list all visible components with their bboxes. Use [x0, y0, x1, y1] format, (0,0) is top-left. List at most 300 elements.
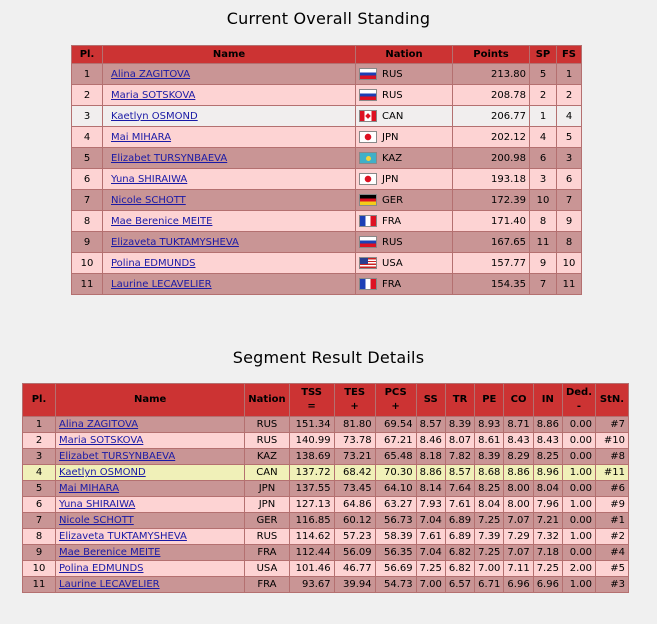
pe-value: 8.61: [475, 433, 504, 449]
name-cell: [56, 465, 245, 481]
skater-link[interactable]: Alina ZAGITOVA: [59, 419, 139, 430]
place: 7: [72, 190, 103, 211]
ded-value: 0.00: [562, 481, 595, 497]
skater-link[interactable]: Elizabet TURSYNBAEVA: [111, 152, 228, 164]
name-cell: [56, 417, 245, 433]
tss-value: 151.34: [289, 417, 334, 433]
skater-link[interactable]: Elizabet TURSYNBAEVA: [59, 451, 176, 462]
skater-link[interactable]: Yuna SHIRAIWA: [111, 173, 188, 185]
stn-value: #1: [596, 513, 629, 529]
col-sp: SP: [530, 46, 557, 64]
nation-code: RUS: [245, 529, 289, 545]
co-value: 8.29: [504, 449, 533, 465]
tr-value: 8.07: [445, 433, 474, 449]
col-ss: SS: [416, 384, 445, 417]
nation-cell: [356, 85, 453, 106]
tss-value: 116.85: [289, 513, 334, 529]
ss-value: 8.57: [416, 417, 445, 433]
ss-value: 7.04: [416, 545, 445, 561]
sp-rank: 2: [530, 85, 557, 106]
tes-value: 39.94: [334, 577, 375, 593]
place: 1: [72, 64, 103, 85]
fs-rank: 11: [557, 274, 582, 295]
stn-value: #11: [596, 465, 629, 481]
place: 3: [23, 449, 56, 465]
name-cell: [103, 169, 356, 190]
place: 9: [72, 232, 103, 253]
pcs-value: 54.73: [375, 577, 416, 593]
co-value: 7.11: [504, 561, 533, 577]
fs-rank: 9: [557, 211, 582, 232]
name-cell: [56, 545, 245, 561]
skater-link[interactable]: Laurine LECAVELIER: [111, 278, 212, 290]
co-value: 7.07: [504, 545, 533, 561]
nation-cell: [356, 106, 453, 127]
co-value: 8.00: [504, 497, 533, 513]
co-value: 8.71: [504, 417, 533, 433]
pe-value: 8.04: [475, 497, 504, 513]
standings-row: [72, 253, 582, 274]
ded-value: 1.00: [562, 529, 595, 545]
place: 10: [23, 561, 56, 577]
stn-value: #5: [596, 561, 629, 577]
name-cell: [103, 127, 356, 148]
flag-jpn-icon: [359, 131, 377, 143]
flag-rus-icon: [359, 89, 377, 101]
nation-code: KAZ: [245, 449, 289, 465]
col-co: CO: [504, 384, 533, 417]
pe-value: 8.93: [475, 417, 504, 433]
tes-value: 56.09: [334, 545, 375, 561]
skater-link[interactable]: Nicole SCHOTT: [111, 194, 186, 206]
tr-value: 8.39: [445, 417, 474, 433]
tss-value: 137.55: [289, 481, 334, 497]
in-value: 8.04: [533, 481, 562, 497]
in-value: 7.32: [533, 529, 562, 545]
points: 171.40: [453, 211, 530, 232]
nation-code: RUS: [245, 417, 289, 433]
in-value: 7.96: [533, 497, 562, 513]
skater-link[interactable]: Mae Berenice MEITE: [111, 215, 213, 227]
name-cell: [56, 513, 245, 529]
fs-rank: 10: [557, 253, 582, 274]
ss-value: 8.46: [416, 433, 445, 449]
name-cell: [103, 211, 356, 232]
stn-value: #7: [596, 417, 629, 433]
name-cell: [103, 85, 356, 106]
skater-link[interactable]: Mae Berenice MEITE: [59, 547, 161, 558]
standings-row: [72, 232, 582, 253]
in-value: 7.25: [533, 561, 562, 577]
flag-rus-icon: [359, 68, 377, 80]
details-row: [23, 561, 629, 577]
nation-code: RUS: [382, 69, 403, 80]
nation-cell: [356, 232, 453, 253]
tr-value: 7.64: [445, 481, 474, 497]
details-row: [23, 497, 629, 513]
sp-rank: 11: [530, 232, 557, 253]
nation-code: RUS: [245, 433, 289, 449]
flag-ger-icon: [359, 194, 377, 206]
skater-link[interactable]: Mai MIHARA: [59, 483, 120, 494]
points: 213.80: [453, 64, 530, 85]
tes-value: 73.21: [334, 449, 375, 465]
name-cell: [56, 497, 245, 513]
points: 154.35: [453, 274, 530, 295]
place: 5: [23, 481, 56, 497]
standings-row: [72, 106, 582, 127]
pe-value: 7.00: [475, 561, 504, 577]
fs-rank: 8: [557, 232, 582, 253]
sp-rank: 3: [530, 169, 557, 190]
col-points: Points: [453, 46, 530, 64]
name-cell: [56, 481, 245, 497]
pcs-value: 56.73: [375, 513, 416, 529]
name-cell: [103, 148, 356, 169]
place: 3: [72, 106, 103, 127]
nation-cell: [356, 64, 453, 85]
name-cell: [56, 577, 245, 593]
points: 206.77: [453, 106, 530, 127]
tr-value: 6.57: [445, 577, 474, 593]
skater-link[interactable]: Elizaveta TUKTAMYSHEVA: [59, 531, 187, 542]
standings-table: [71, 45, 582, 295]
details-row: [23, 513, 629, 529]
pe-value: 7.25: [475, 545, 504, 561]
in-value: 7.18: [533, 545, 562, 561]
sp-rank: 1: [530, 106, 557, 127]
pcs-value: 69.54: [375, 417, 416, 433]
points: 202.12: [453, 127, 530, 148]
tes-value: 81.80: [334, 417, 375, 433]
nation-code: JPN: [382, 174, 399, 185]
fs-rank: 1: [557, 64, 582, 85]
in-value: 8.86: [533, 417, 562, 433]
standings-row: [72, 85, 582, 106]
flag-usa-icon: [359, 257, 377, 269]
details-row: [23, 433, 629, 449]
pcs-value: 64.10: [375, 481, 416, 497]
co-value: 8.00: [504, 481, 533, 497]
place: 6: [23, 497, 56, 513]
skater-link[interactable]: Mai MIHARA: [111, 131, 172, 143]
col-nation: Nation: [356, 46, 453, 64]
flag-can-icon: [359, 110, 377, 122]
ss-value: 7.93: [416, 497, 445, 513]
place: 8: [23, 529, 56, 545]
nation-code: FRA: [382, 279, 402, 290]
col-pcs: PCS +: [375, 384, 416, 417]
tes-value: 64.86: [334, 497, 375, 513]
flag-fra-icon: [359, 278, 377, 290]
stn-value: #2: [596, 529, 629, 545]
sp-rank: 5: [530, 64, 557, 85]
points: 193.18: [453, 169, 530, 190]
name-cell: [56, 561, 245, 577]
place: 9: [23, 545, 56, 561]
points: 208.78: [453, 85, 530, 106]
place: 7: [23, 513, 56, 529]
col-tss: TSS =: [289, 384, 334, 417]
nation-code: JPN: [245, 497, 289, 513]
points: 172.39: [453, 190, 530, 211]
ded-value: 0.00: [562, 449, 595, 465]
pcs-value: 58.39: [375, 529, 416, 545]
tr-value: 8.57: [445, 465, 474, 481]
nation-code: GER: [245, 513, 289, 529]
nation-code: GER: [382, 195, 404, 206]
details-row: [23, 481, 629, 497]
name-cell: [103, 274, 356, 295]
place: 11: [23, 577, 56, 593]
tes-value: 46.77: [334, 561, 375, 577]
in-value: 7.21: [533, 513, 562, 529]
pe-value: 8.25: [475, 481, 504, 497]
fs-rank: 7: [557, 190, 582, 211]
co-value: 6.96: [504, 577, 533, 593]
place: 11: [72, 274, 103, 295]
nation-code: USA: [245, 561, 289, 577]
skater-link[interactable]: Alina ZAGITOVA: [111, 68, 191, 80]
stn-value: #10: [596, 433, 629, 449]
col-name: Name: [103, 46, 356, 64]
tr-value: 6.82: [445, 561, 474, 577]
details-header-row: [23, 384, 629, 417]
nation-code: FRA: [382, 216, 402, 227]
tr-value: 7.82: [445, 449, 474, 465]
nation-code: RUS: [382, 90, 403, 101]
stn-value: #9: [596, 497, 629, 513]
fs-rank: 5: [557, 127, 582, 148]
skater-link[interactable]: Maria SOTSKOVA: [111, 89, 196, 101]
ded-value: 0.00: [562, 513, 595, 529]
col-name: Name: [56, 384, 245, 417]
tss-value: 93.67: [289, 577, 334, 593]
nation-cell: [356, 274, 453, 295]
name-cell: [103, 253, 356, 274]
skater-link[interactable]: Elizaveta TUKTAMYSHEVA: [111, 236, 239, 248]
flag-fra-icon: [359, 215, 377, 227]
details-row: [23, 449, 629, 465]
stn-value: #4: [596, 545, 629, 561]
details-table: [22, 383, 629, 593]
flag-jpn-icon: [359, 173, 377, 185]
details-row: [23, 465, 629, 481]
ded-value: 1.00: [562, 465, 595, 481]
tss-value: 112.44: [289, 545, 334, 561]
points: 167.65: [453, 232, 530, 253]
col-fs: FS: [557, 46, 582, 64]
place: 2: [23, 433, 56, 449]
name-cell: [56, 433, 245, 449]
place: 4: [72, 127, 103, 148]
col-ded: Ded. -: [562, 384, 595, 417]
details-row: [23, 529, 629, 545]
nation-code: FRA: [245, 577, 289, 593]
standings-row: [72, 190, 582, 211]
pe-value: 7.25: [475, 513, 504, 529]
pcs-value: 56.35: [375, 545, 416, 561]
sp-rank: 10: [530, 190, 557, 211]
pcs-value: 63.27: [375, 497, 416, 513]
tss-value: 140.99: [289, 433, 334, 449]
in-value: 8.96: [533, 465, 562, 481]
skater-link[interactable]: Polina EDMUNDS: [59, 563, 144, 574]
nation-cell: [356, 253, 453, 274]
details-row: [23, 577, 629, 593]
skater-link[interactable]: Nicole SCHOTT: [59, 515, 134, 526]
tes-value: 60.12: [334, 513, 375, 529]
tr-value: 6.89: [445, 529, 474, 545]
in-value: 8.43: [533, 433, 562, 449]
standings-row: [72, 64, 582, 85]
skater-link[interactable]: Yuna SHIRAIWA: [59, 499, 136, 510]
sp-rank: 6: [530, 148, 557, 169]
name-cell: [103, 232, 356, 253]
ss-value: 7.61: [416, 529, 445, 545]
points: 157.77: [453, 253, 530, 274]
skater-link[interactable]: Laurine LECAVELIER: [59, 579, 160, 590]
skater-link[interactable]: Kaetlyn OSMOND: [111, 110, 198, 122]
stn-value: #6: [596, 481, 629, 497]
co-value: 7.29: [504, 529, 533, 545]
nation-code: JPN: [382, 132, 399, 143]
ded-value: 2.00: [562, 561, 595, 577]
co-value: 8.86: [504, 465, 533, 481]
sp-rank: 4: [530, 127, 557, 148]
name-cell: [56, 529, 245, 545]
stn-value: #3: [596, 577, 629, 593]
sp-rank: 7: [530, 274, 557, 295]
nation-cell: [356, 127, 453, 148]
col-stn: StN.: [596, 384, 629, 417]
fs-rank: 4: [557, 106, 582, 127]
pcs-value: 56.69: [375, 561, 416, 577]
details-row: [23, 417, 629, 433]
col-pe: PE: [475, 384, 504, 417]
nation-cell: [356, 148, 453, 169]
in-value: 6.96: [533, 577, 562, 593]
tes-value: 73.45: [334, 481, 375, 497]
name-cell: [103, 106, 356, 127]
standings-row: [72, 274, 582, 295]
sp-rank: 9: [530, 253, 557, 274]
col-pl: Pl.: [72, 46, 103, 64]
col-tes: TES +: [334, 384, 375, 417]
tss-value: 138.69: [289, 449, 334, 465]
skater-link[interactable]: Kaetlyn OSMOND: [59, 467, 146, 478]
fs-rank: 6: [557, 169, 582, 190]
place: 1: [23, 417, 56, 433]
ss-value: 7.25: [416, 561, 445, 577]
place: 10: [72, 253, 103, 274]
col-pl: Pl.: [23, 384, 56, 417]
in-value: 8.25: [533, 449, 562, 465]
ded-value: 1.00: [562, 577, 595, 593]
tr-value: 6.89: [445, 513, 474, 529]
tes-value: 68.42: [334, 465, 375, 481]
skater-link[interactable]: Polina EDMUNDS: [111, 257, 196, 269]
ded-value: 0.00: [562, 545, 595, 561]
ss-value: 8.14: [416, 481, 445, 497]
pe-value: 8.39: [475, 449, 504, 465]
tes-value: 73.78: [334, 433, 375, 449]
pcs-value: 67.21: [375, 433, 416, 449]
ss-value: 8.86: [416, 465, 445, 481]
ded-value: 1.00: [562, 497, 595, 513]
place: 4: [23, 465, 56, 481]
col-in: IN: [533, 384, 562, 417]
sp-rank: 8: [530, 211, 557, 232]
place: 6: [72, 169, 103, 190]
tss-value: 137.72: [289, 465, 334, 481]
standings-row: [72, 211, 582, 232]
nation-code: CAN: [382, 111, 404, 122]
standings-header-row: [72, 46, 582, 64]
nation-code: KAZ: [382, 153, 403, 164]
nation-code: FRA: [245, 545, 289, 561]
nation-code: CAN: [245, 465, 289, 481]
points: 200.98: [453, 148, 530, 169]
pe-value: 8.68: [475, 465, 504, 481]
pcs-value: 70.30: [375, 465, 416, 481]
details-title: Segment Result Details: [232, 348, 425, 367]
name-cell: [56, 449, 245, 465]
col-nation: Nation: [245, 384, 289, 417]
nation-cell: [356, 190, 453, 211]
place: 8: [72, 211, 103, 232]
place: 2: [72, 85, 103, 106]
nation-code: USA: [382, 258, 403, 269]
place: 5: [72, 148, 103, 169]
pe-value: 6.71: [475, 577, 504, 593]
skater-link[interactable]: Maria SOTSKOVA: [59, 435, 144, 446]
standings-row: [72, 169, 582, 190]
standings-row: [72, 127, 582, 148]
flag-kaz-icon: [359, 152, 377, 164]
co-value: 8.43: [504, 433, 533, 449]
standings-title: Current Overall Standing: [226, 9, 431, 28]
nation-code: RUS: [382, 237, 403, 248]
co-value: 7.07: [504, 513, 533, 529]
flag-rus-icon: [359, 236, 377, 248]
name-cell: [103, 64, 356, 85]
ss-value: 7.04: [416, 513, 445, 529]
nation-cell: [356, 169, 453, 190]
details-row: [23, 545, 629, 561]
nation-cell: [356, 211, 453, 232]
pcs-value: 65.48: [375, 449, 416, 465]
nation-code: JPN: [245, 481, 289, 497]
tr-value: 7.61: [445, 497, 474, 513]
stn-value: #8: [596, 449, 629, 465]
col-tr: TR: [445, 384, 474, 417]
tr-value: 6.82: [445, 545, 474, 561]
name-cell: [103, 190, 356, 211]
standings-row: [72, 148, 582, 169]
tss-value: 114.62: [289, 529, 334, 545]
ss-value: 7.00: [416, 577, 445, 593]
ded-value: 0.00: [562, 417, 595, 433]
tes-value: 57.23: [334, 529, 375, 545]
fs-rank: 2: [557, 85, 582, 106]
ss-value: 8.18: [416, 449, 445, 465]
fs-rank: 3: [557, 148, 582, 169]
pe-value: 7.39: [475, 529, 504, 545]
ded-value: 0.00: [562, 433, 595, 449]
tss-value: 127.13: [289, 497, 334, 513]
tss-value: 101.46: [289, 561, 334, 577]
